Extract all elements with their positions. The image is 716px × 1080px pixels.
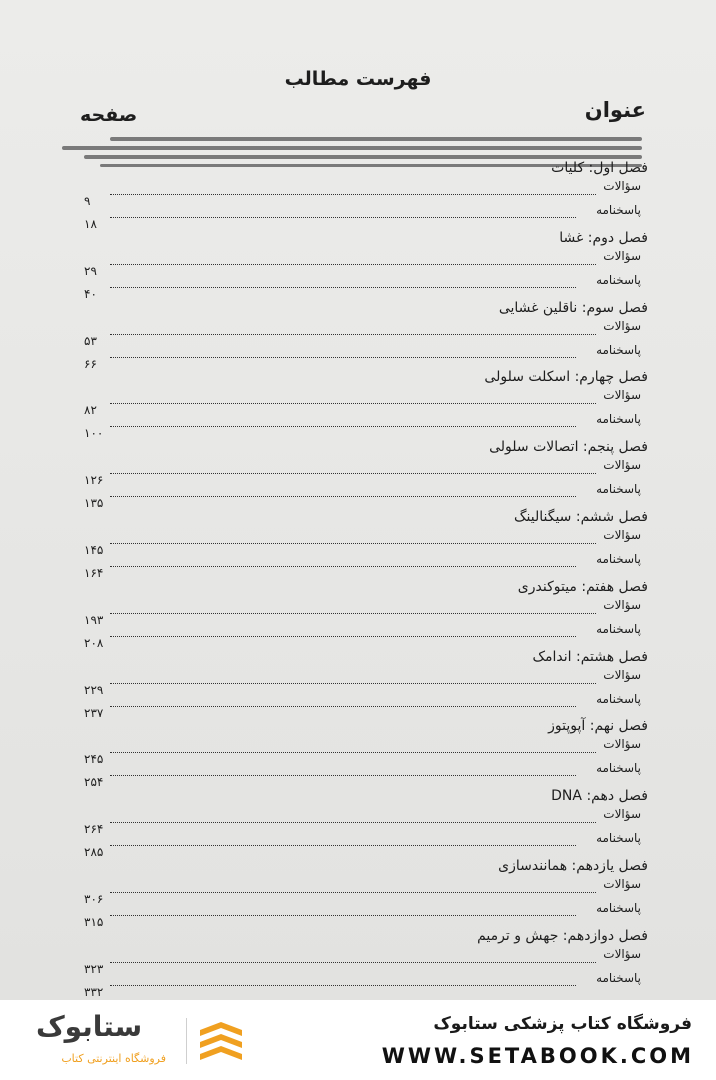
leader-dots xyxy=(110,822,596,823)
questions-page-number: ۲۹ xyxy=(84,263,97,278)
questions-label: سؤالات xyxy=(603,877,641,891)
leader-dots xyxy=(110,543,596,544)
header-rule xyxy=(110,137,642,141)
chapter-title: فصل ششم: سیگنالینگ xyxy=(513,509,648,525)
questions-page-number: ۱۹۳ xyxy=(84,612,104,627)
questions-page-number: ۸۲ xyxy=(84,403,97,418)
answers-label: پاسخنامه xyxy=(596,970,641,985)
chapter-title: فصل دوم: غشا xyxy=(559,229,648,246)
leader-dots xyxy=(110,287,576,288)
chapter-title: فصل دوازدهم: جهش و ترمیم xyxy=(477,927,648,944)
questions-page-number: ۱۲۶ xyxy=(84,473,104,488)
leader-dots xyxy=(110,426,576,427)
leader-dots xyxy=(110,892,596,893)
leader-dots xyxy=(110,962,596,963)
answers-page-number: ۴۰ xyxy=(84,286,97,301)
answers-page-number: ۱۸ xyxy=(84,217,97,231)
chapter-title: فصل چهارم: اسکلت سلولی xyxy=(484,369,648,386)
questions-label: سؤالات xyxy=(603,807,641,822)
questions-label: سؤالات xyxy=(603,388,641,403)
leader-dots xyxy=(110,706,576,707)
answers-page-number: ۲۸۵ xyxy=(84,845,104,860)
leader-dots xyxy=(110,775,576,776)
answers-label: پاسخنامه xyxy=(596,831,641,846)
questions-page-number: ۹ xyxy=(84,194,91,208)
store-footer-banner xyxy=(0,1000,716,1080)
logo-divider xyxy=(186,1018,187,1064)
answers-page-number: ۱۳۵ xyxy=(84,496,104,511)
questions-page-number: ۱۴۵ xyxy=(84,543,104,557)
leader-dots xyxy=(110,496,576,497)
leader-dots xyxy=(110,985,576,986)
questions-label: سؤالات xyxy=(603,737,641,752)
questions-label: سؤالات xyxy=(603,248,641,263)
chapter-title: فصل پنجم: اتصالات سلولی xyxy=(489,439,648,456)
leader-dots xyxy=(110,473,596,474)
chapter-title: فصل اول: کلیات xyxy=(551,160,648,176)
answers-label: پاسخنامه xyxy=(596,901,641,915)
questions-label: سؤالات xyxy=(603,458,641,473)
header-rule xyxy=(84,155,642,159)
questions-page-number: ۳۲۳ xyxy=(84,961,104,976)
answers-page-number: ۶۶ xyxy=(84,356,97,371)
leader-dots xyxy=(110,566,576,567)
questions-label: سؤالات xyxy=(603,528,641,542)
chapter-title: فصل هشتم: اندامک xyxy=(532,648,648,665)
questions-label: سؤالات xyxy=(603,179,641,193)
answers-label: پاسخنامه xyxy=(596,621,641,636)
leader-dots xyxy=(110,636,576,637)
answers-label: پاسخنامه xyxy=(596,761,641,776)
leader-dots xyxy=(110,752,596,753)
answers-label: پاسخنامه xyxy=(596,482,641,497)
answers-label: پاسخنامه xyxy=(596,552,641,566)
answers-label: پاسخنامه xyxy=(596,412,641,427)
chapter-title: فصل هفتم: میتوکندری xyxy=(517,578,648,595)
leader-dots xyxy=(110,334,596,335)
answers-label: پاسخنامه xyxy=(596,691,641,706)
store-name: فروشگاه کتاب پزشکی ستابوک xyxy=(433,1014,692,1034)
answers-label: پاسخنامه xyxy=(596,203,641,217)
leader-dots xyxy=(110,403,596,404)
leader-dots xyxy=(110,845,576,846)
chapter-title: فصل سوم: ناقلین غشایی xyxy=(498,299,648,316)
questions-label: سؤالات xyxy=(603,946,641,961)
leader-dots xyxy=(110,217,576,218)
table-of-contents xyxy=(0,160,716,1000)
column-header-title: عنوان xyxy=(584,98,646,122)
leader-dots xyxy=(110,683,596,684)
answers-page-number: ۱۶۴ xyxy=(84,566,104,580)
answers-label: پاسخنامه xyxy=(596,342,641,357)
questions-page-number: ۵۳ xyxy=(84,333,97,348)
store-website-link[interactable]: WWW.SETABOOK.COM xyxy=(381,1044,694,1068)
answers-page-number: ۳۱۵ xyxy=(84,915,104,929)
answers-page-number: ۳۳۲ xyxy=(84,984,104,999)
leader-dots xyxy=(110,357,576,358)
questions-label: سؤالات xyxy=(603,318,641,333)
chapter-title: فصل یازدهم: همانندسازی xyxy=(498,858,648,874)
book-logo-icon xyxy=(196,1018,246,1068)
questions-label: سؤالات xyxy=(603,667,641,682)
answers-page-number: ۲۰۸ xyxy=(84,635,104,650)
questions-page-number: ۲۲۹ xyxy=(84,682,104,697)
answers-label: پاسخنامه xyxy=(596,272,641,287)
questions-label: سؤالات xyxy=(603,597,641,612)
column-header-page: صفحه xyxy=(80,104,138,126)
questions-page-number: ۲۶۴ xyxy=(84,822,104,837)
leader-dots xyxy=(110,264,596,265)
questions-page-number: ۲۴۵ xyxy=(84,752,104,767)
chapter-title: فصل نهم: آپوپتوز xyxy=(548,718,648,735)
leader-dots xyxy=(110,915,576,916)
answers-page-number: ۲۵۴ xyxy=(84,775,104,790)
leader-dots xyxy=(110,194,596,195)
answers-page-number: ۲۳۷ xyxy=(84,705,104,720)
store-logo-text: ستابوک xyxy=(36,1010,143,1043)
questions-page-number: ۳۰۶ xyxy=(84,892,104,906)
header-rule xyxy=(62,146,642,150)
store-logo-subtitle: فروشگاه اینترنتی کتاب xyxy=(61,1052,166,1065)
answers-page-number: ۱۰۰ xyxy=(84,426,104,441)
leader-dots xyxy=(110,613,596,614)
chapter-title: فصل دهم: DNA xyxy=(551,788,648,805)
page-title: فهرست مطالب xyxy=(284,68,432,90)
